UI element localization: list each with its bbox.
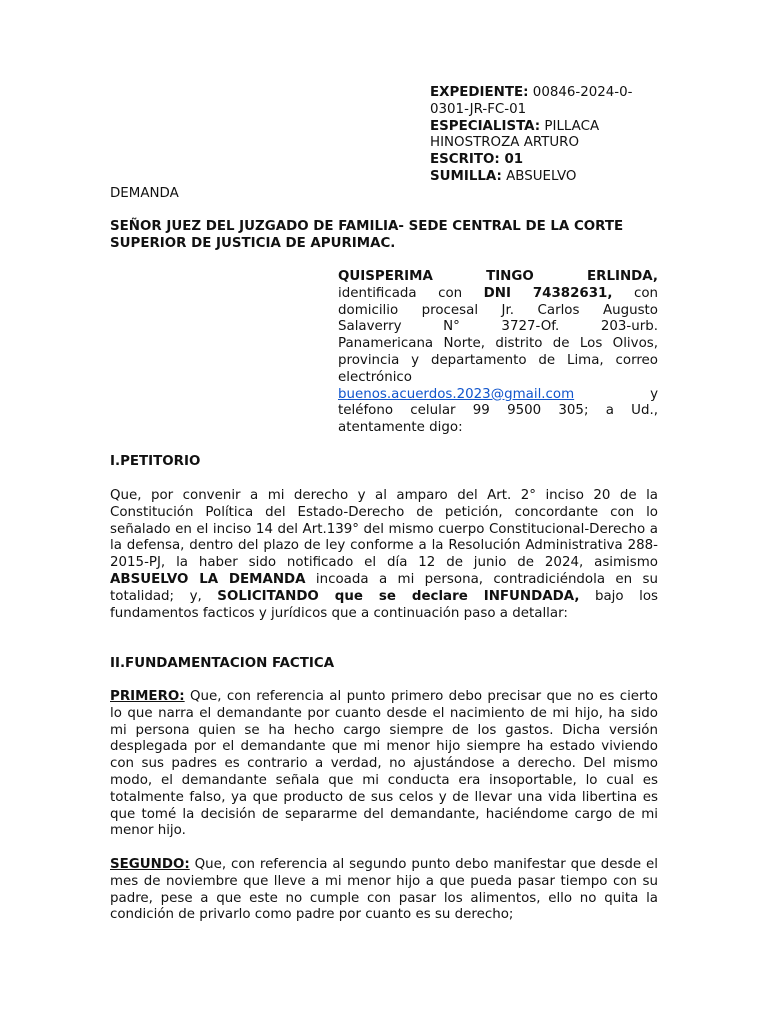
especialista-value-2: HINOSTROZA ARTURO — [430, 135, 580, 151]
expediente-value-1: 00846-2024-0- — [532, 85, 633, 100]
petitorio-body — [110, 488, 658, 622]
client-address-1: domicilio procesal Jr. Carlos Augusto — [338, 302, 658, 318]
client-dni: DNI 74382631, — [483, 285, 613, 301]
expediente-line — [430, 85, 670, 102]
especialista-value-1: PILLACA — [544, 118, 600, 134]
petitorio-text-3: bajo los fundamentos facticos y jurídicos que a continuación paso a detallar: — [110, 588, 658, 621]
client-email-link[interactable]: buenos.acuerdos.2023@gmail.com — [338, 386, 575, 402]
addressee-heading: SEÑOR JUEZ DEL JUZGADO DE FAMILIA- SEDE CENTRAL DE LA CORTE SUPERIOR DE JUSTICIA DE APURIMAC. — [110, 219, 624, 251]
petitorio-title: I.PETITORIO — [110, 454, 201, 469]
client-email-line — [338, 387, 658, 404]
sumilla-line — [430, 169, 670, 186]
especialista-label: ESPECIALISTA: — [430, 118, 541, 134]
segundo-label: SEGUNDO: — [110, 857, 190, 872]
sumilla-label: SUMILLA: — [430, 168, 502, 184]
primero-body — [110, 689, 658, 840]
client-id-pre: identificada con — [338, 285, 463, 301]
client-address-3: Panamericana Norte, distrito de Los Olivos, — [338, 336, 658, 352]
client-id-line — [338, 286, 658, 303]
client-identification — [338, 269, 658, 437]
sumilla-value: ABSUELVO — [506, 168, 577, 184]
client-closing: atentamente digo: — [338, 420, 463, 436]
segundo-paragraph — [110, 857, 658, 924]
primero-label: PRIMERO: — [110, 689, 185, 704]
escrito-line: ESCRITO: 01 — [430, 152, 524, 168]
petitorio-bold-2: SOLICITANDO que se declare INFUNDADA, — [217, 588, 580, 604]
segundo-body — [110, 857, 658, 924]
case-header — [430, 85, 670, 186]
primero-paragraph — [110, 689, 658, 840]
expediente-label: EXPEDIENTE: — [430, 85, 529, 100]
client-name: QUISPERIMA TINGO ERLINDA, — [338, 269, 658, 284]
segundo-text: Que, con referencia al segundo punto debo manifestar que desde el mes de noviembre que lleve a mi menor hijo a que pueda pasar tiempo con su padre, pese a que este no cumple con pasar los alimentos, ello no quita la condición de privarlo como padre por cuanto es su derecho; — [110, 857, 658, 923]
client-address-4: provincia y departamento de Lima, correo — [338, 352, 658, 368]
client-email-label: electrónico — [338, 369, 412, 385]
client-phone-line: teléfono celular 99 9500 305; a Ud., — [338, 403, 658, 419]
client-id-post: con — [633, 285, 658, 301]
petitorio-paragraph — [110, 488, 658, 622]
petitorio-text-1: Que, por convenir a mi derecho y al amparo del Art. 2° inciso 20 de la Constitución Política del Estado-Derecho de petición, concordante con lo señalado en el inciso 14 del Art.139° del mismo cuerpo Constitucional-Derecho a la defensa, dentro del plazo de ley conforme a la Resolución Administrativa 288-2015-PJ, la haber sido notificado el día 12 de junio de 2024, asimismo — [110, 488, 658, 571]
sumilla-continuation: DEMANDA — [110, 186, 179, 201]
petitorio-bold-1: ABSUELVO LA DEMANDA — [110, 571, 306, 587]
client-email-post: y — [650, 386, 658, 402]
expediente-value-2: 0301-JR-FC-01 — [430, 101, 527, 117]
client-address-2: Salaverry N° 3727-Of. 203-urb. — [338, 319, 658, 335]
especialista-line — [430, 119, 670, 136]
petitorio-text-2: incoada a mi persona, contradiciéndola en su totalidad; y, — [110, 571, 658, 604]
primero-text: Que, con referencia al punto primero debo precisar que no es cierto lo que narra el demandante por cuanto desde el nacimiento de mi hijo, ha sido mi persona quien se ha hecho cargo siempre de los gastos. Dicha versión desplegada por el demandante que mi menor hijo siempre ha estado viviendo con sus padres es contrario a verdad, no ajustándose a derecho. Del mismo modo, el demandante señala que mi conducta era insoportable, lo cual es totalmente falso, ya que producto de sus celos y de llevar una vida libertina es que tomé la decisión de separarme del demandante, haciéndome cargo de mi menor hijo. — [110, 689, 658, 839]
fundamentacion-title: II.FUNDAMENTACION FACTICA — [110, 656, 335, 671]
